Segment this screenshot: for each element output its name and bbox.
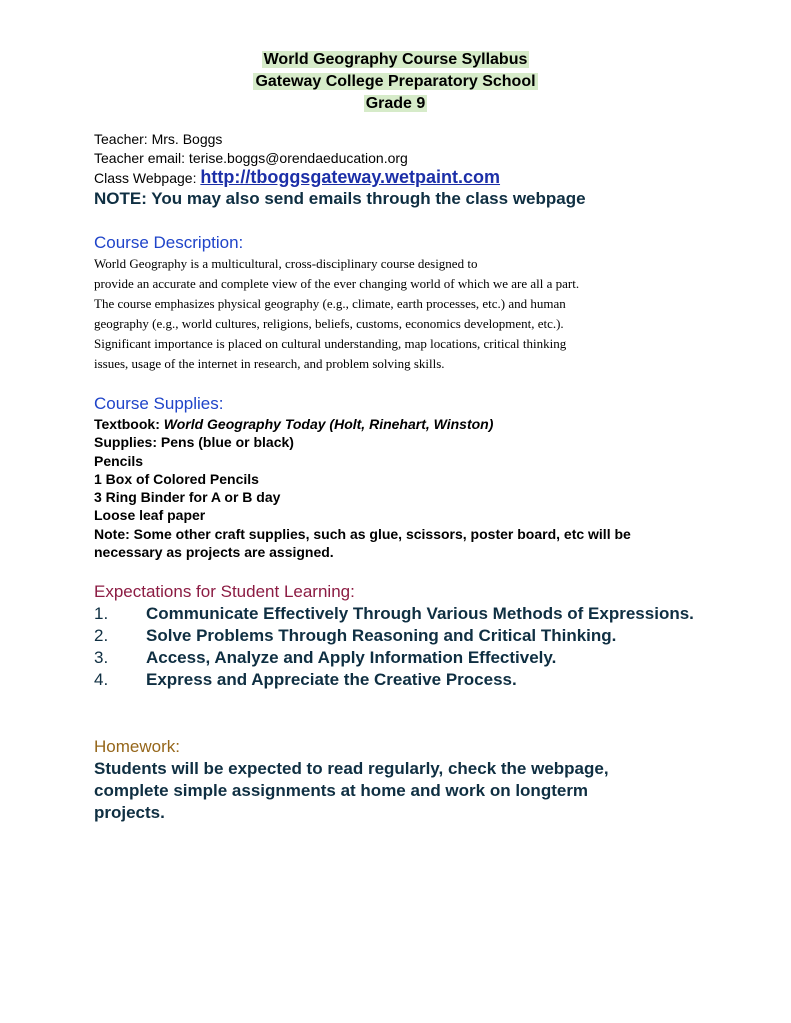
expectation-item [94, 647, 734, 669]
expectation-text: Communicate Effectively Through Various Methods of Expressions. [146, 604, 694, 623]
supply-item: Loose leaf paper [94, 507, 206, 524]
expectations-list [94, 603, 734, 691]
expectations-heading: Expectations for Student Learning: [94, 582, 355, 601]
homework-body: Students will be expected to read regularly, check the webpage, complete simple assignments at home and work on longterm projects. [94, 759, 609, 822]
course-description-body [94, 254, 734, 374]
class-webpage-label: Class Webpage: [94, 170, 201, 186]
supply-note: necessary as projects are assigned. [94, 544, 334, 561]
supply-item: 1 Box of Colored Pencils [94, 470, 259, 487]
textbook-title: World Geography Today (Holt, Rinehart, Winston) [163, 416, 494, 432]
description-line: World Geography is a multicultural, cross-disciplinary course designed to [94, 256, 478, 271]
supply-item: Pencils [94, 452, 144, 469]
course-description-section [94, 232, 734, 374]
textbook-label: Textbook: [94, 416, 164, 432]
document-header [0, 49, 791, 115]
expectation-item [94, 603, 734, 625]
expectation-item [94, 625, 734, 647]
teacher-info [94, 130, 734, 210]
teacher-email: Teacher email: terise.boggs@orendaeducation.org [94, 150, 408, 166]
description-line: provide an accurate and complete view of the ever changing world of which we are all a part. [94, 276, 580, 291]
course-supplies-list [94, 415, 734, 561]
supply-item: Supplies: Pens (blue or black) [94, 434, 294, 451]
expectation-number: 2. [94, 626, 109, 645]
expectation-item [94, 669, 734, 691]
header-title: World Geography Course Syllabus [263, 51, 528, 68]
class-webpage-line [94, 168, 734, 188]
course-supplies-section [94, 393, 734, 561]
expectation-number: 4. [94, 670, 109, 689]
expectation-text: Access, Analyze and Apply Information Effectively. [146, 648, 557, 667]
expectation-text: Solve Problems Through Reasoning and Critical Thinking. [146, 626, 617, 645]
description-line: The course emphasizes physical geography (e.g., climate, earth processes, etc.) and human [94, 296, 566, 311]
email-note: NOTE: You may also send emails through the class webpage [94, 189, 586, 208]
course-supplies-heading: Course Supplies: [94, 394, 224, 413]
class-webpage-link[interactable]: http://tboggsgateway.wetpaint.com [200, 167, 501, 187]
homework-section [94, 736, 734, 824]
expectations-section [94, 581, 734, 691]
expectation-number: 1. [94, 604, 109, 623]
expectation-number: 3. [94, 648, 109, 667]
description-line: issues, usage of the internet in research, and problem solving skills. [94, 356, 445, 371]
supply-note: Note: Some other craft supplies, such as glue, scissors, poster board, etc will be [94, 525, 631, 542]
supply-item: 3 Ring Binder for A or B day [94, 489, 281, 506]
description-line: Significant importance is placed on cultural understanding, map locations, critical thinking [94, 336, 567, 351]
description-line: geography (e.g., world cultures, religions, beliefs, customs, economics development, etc.). [94, 316, 564, 331]
homework-heading: Homework: [94, 737, 180, 756]
header-grade: Grade 9 [365, 95, 426, 112]
teacher-name: Teacher: Mrs. Boggs [94, 131, 223, 147]
course-description-heading: Course Description: [94, 233, 244, 252]
expectation-text: Express and Appreciate the Creative Process. [146, 670, 517, 689]
header-school: Gateway College Preparatory School [255, 73, 536, 90]
textbook-line [94, 415, 734, 433]
